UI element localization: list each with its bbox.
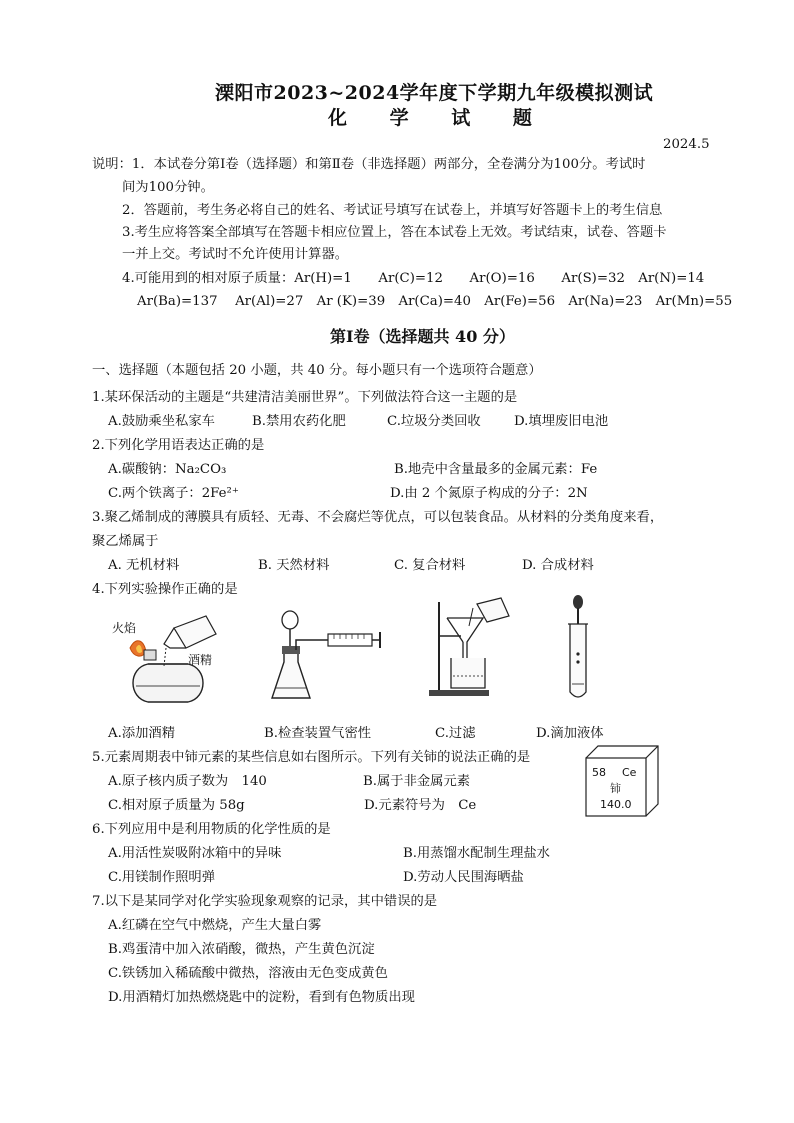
q4-option-c: C.过滤 — [435, 726, 476, 741]
note-4a: 4.可能用到的相对原子质量：Ar(H)=1 Ar(C)=12 Ar(O)=16 Ar(S)=32 Ar(N)=14 — [122, 271, 705, 286]
q3-option-a: A. 无机材料 — [108, 558, 180, 573]
q3-stem: 3.聚乙烯制成的薄膜具有质轻、无毒、不会腐烂等优点，可以包装食品。从材料的分类角度来看， — [92, 510, 664, 525]
q5-option-c: C.相对原子质量为 58g — [108, 798, 245, 813]
q2-stem: 2.下列化学用语表达正确的是 — [92, 438, 265, 453]
q7-option-c: C.铁锈加入稀硫酸中微热，溶液由无色变成黄色 — [108, 966, 388, 981]
q4-option-b: B.检查装置气密性 — [264, 726, 372, 741]
part-intro: 一、选择题（本题包括 20 小题，共 40 分。每小题只有一个选项符合题意） — [92, 363, 542, 378]
q1-option-a: A.鼓励乘坐私家车 — [108, 414, 215, 429]
q4-option-d: D.滴加液体 — [536, 726, 604, 741]
label-alcohol: 酒精 — [188, 653, 213, 667]
note-3a: 3.考生应将答案全部填写在答题卡相应位置上，答在本试卷上无效。考试结束，试卷、答题卡 — [122, 225, 667, 240]
note-1a: 说明：1．本试卷分第Ⅰ卷（选择题）和第Ⅱ卷（非选择题）两部分，全卷满分为100分。考试时 — [92, 157, 646, 172]
q5-option-b: B.属于非金属元素 — [363, 774, 471, 789]
q5-option-a: A.原子核内质子数为 140 — [108, 774, 267, 789]
page-subtitle: 化 学 试 题 — [328, 107, 550, 129]
q2-option-c: C.两个铁离子：2Fe²⁺ — [108, 486, 239, 501]
filtration-figure — [425, 596, 525, 700]
q4-stem: 4.下列实验操作正确的是 — [92, 582, 238, 597]
q1-stem: 1.某环保活动的主题是“共建清洁美丽世界”。下列做法符合这一主题的是 — [92, 390, 518, 405]
q6-option-d: D.劳动人民围海晒盐 — [403, 870, 524, 885]
q2-option-a: A.碳酸钠：Na₂CO₃ — [108, 462, 227, 477]
element-number: 58 — [592, 766, 606, 779]
q3-stem-cont: 聚乙烯属于 — [92, 534, 159, 549]
element-symbol: Ce — [622, 766, 637, 779]
element-name: 铈 — [610, 782, 621, 795]
q2-option-b: B.地壳中含量最多的金属元素：Fe — [394, 462, 598, 477]
q3-option-d: D. 合成材料 — [522, 558, 594, 573]
note-4b: Ar(Ba)=137 Ar(Al)=27 Ar (K)=39 Ar(Ca)=40 Ar(Fe)=56 Ar(Na)=23 Ar(Mn)=55 — [137, 294, 733, 309]
element-mass: 140.0 — [600, 798, 632, 811]
q4-option-a: A.添加酒精 — [108, 726, 176, 741]
q6-option-a: A.用活性炭吸附冰箱中的异味 — [108, 846, 282, 861]
q1-option-d: D.填埋废旧电池 — [514, 414, 609, 429]
airtightness-figure — [268, 610, 388, 710]
exam-date: 2024.5 — [663, 137, 710, 152]
q2-option-d: D.由 2 个氮原子构成的分子：2N — [390, 486, 588, 501]
note-2: 2．答题前，考生务必将自己的姓名、考试证号填写在试卷上，并填写好答题卡上的考生信息 — [122, 203, 663, 218]
q5-option-d: D.元素符号为 Ce — [364, 798, 477, 813]
alcohol-lamp-figure — [108, 604, 228, 708]
q7-option-a: A.红磷在空气中燃烧，产生大量白雾 — [108, 918, 322, 933]
section-heading: 第Ⅰ卷（选择题共 40 分） — [330, 327, 515, 346]
element-cell-figure — [584, 744, 660, 818]
q6-option-b: B.用蒸馏水配制生理盐水 — [403, 846, 550, 861]
q6-option-c: C.用镁制作照明弹 — [108, 870, 216, 885]
q7-stem: 7.以下是某同学对化学实验现象观察的记录，其中错误的是 — [92, 894, 438, 909]
page-title: 溧阳市2023~2024学年度下学期九年级模拟测试 — [215, 82, 654, 104]
dropper-figure — [562, 594, 602, 704]
q1-option-c: C.垃圾分类回收 — [387, 414, 481, 429]
label-fire: 火焰 — [112, 621, 137, 635]
note-3b: 一并上交。考试时不允许使用计算器。 — [122, 247, 349, 262]
note-1b: 间为100分钟。 — [122, 180, 214, 195]
q7-option-b: B.鸡蛋清中加入浓硝酸，微热，产生黄色沉淀 — [108, 942, 375, 957]
q6-stem: 6.下列应用中是利用物质的化学性质的是 — [92, 822, 331, 837]
q1-option-b: B.禁用农药化肥 — [252, 414, 346, 429]
q3-option-c: C. 复合材料 — [394, 558, 466, 573]
q5-stem: 5.元素周期表中铈元素的某些信息如右图所示。下列有关铈的说法正确的是 — [92, 750, 531, 765]
q7-option-d: D.用酒精灯加热燃烧匙中的淀粉，看到有色物质出现 — [108, 990, 415, 1005]
q3-option-b: B. 天然材料 — [258, 558, 330, 573]
